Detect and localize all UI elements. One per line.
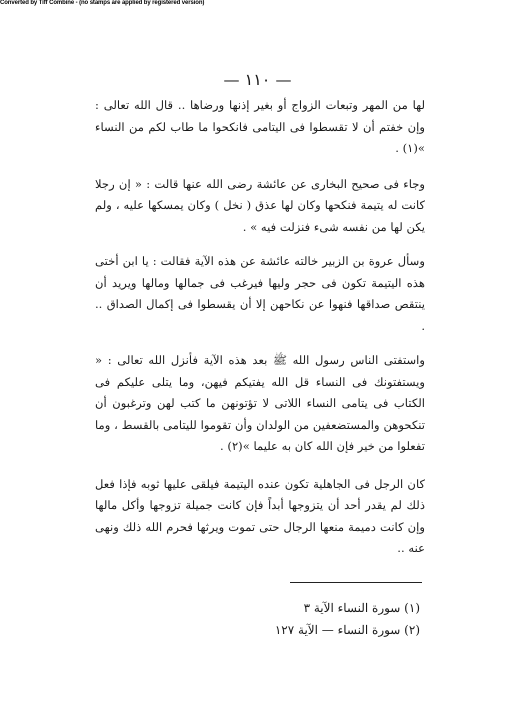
footnotes xyxy=(220,597,420,641)
page-number: — ١١٠ — xyxy=(223,70,292,89)
paragraph-2: وجاء فى صحيح البخارى عن عائشة رضى الله عنها قالت : « إن رجلا كانت له يتيمة فنكحها وكان لها عذق ( نخل ) وكان يمسكها عليه ، ولم يكن لها من نفسه شىء فنزلت فيه » . xyxy=(95,176,425,234)
footnote-1: (١) سورة النساء الآية ٣ xyxy=(303,601,420,615)
paragraph-4: واستفتى الناس رسول الله ﷺ بعد هذه الآية فأنزل الله تعالى : « ويستفتونك فى النساء قل الله يفتيكم فيهن، وما يتلى عليكم فى الكتاب فى يتامى النساء اللاتى لا تؤتونهن ما كتب لهن وترغبون أن تنكحوهن والمستضعفين من الولدان وأن تقوموا لليتامى بالقسط ، وما تفعلوا من خير فإن الله كان به عليما »(٢) . xyxy=(95,353,425,453)
converter-watermark: Converted by Tiff Combine - (no stamps are applied by registered version) xyxy=(0,0,205,6)
footnote-2: (٢) سورة النساء — الآية ١٢٧ xyxy=(274,623,420,637)
paragraph-1: لها من المهر وتبعات الزواج أو بغير إذنها ورضاها .. قال الله تعالى : وإن خفتم أن لا تقسطوا فى اليتامى فانكحوا ما طاب لكم من النساء »(١) . xyxy=(95,98,425,155)
footnote-divider xyxy=(290,582,422,583)
paragraph-5: كان الرجل فى الجاهلية تكون عنده اليتيمة فيلقى عليها ثوبه فإذا فعل ذلك لم يقدر أحد أن يتزوجها أبداً فإن كانت جميلة تزوجها وأكل مالها وإن كانت دميمة منعها الرجال حتى تموت ويرثها فحرم الله ذلك ونهى عنه .. xyxy=(95,476,425,555)
paragraph-3: وسأل عروة بن الزبير خالته عائشة عن هذه الآية فقالت : يا ابن أختى هذه اليتيمة تكون فى حجر وليها فيرغب فى جمالها ومالها ويريد أن ينتقص صداقها فنهوا عن نكاحهن إلا أن يقسطوا فى إكمال الصداق .. . xyxy=(95,254,425,333)
main-text xyxy=(95,95,425,575)
